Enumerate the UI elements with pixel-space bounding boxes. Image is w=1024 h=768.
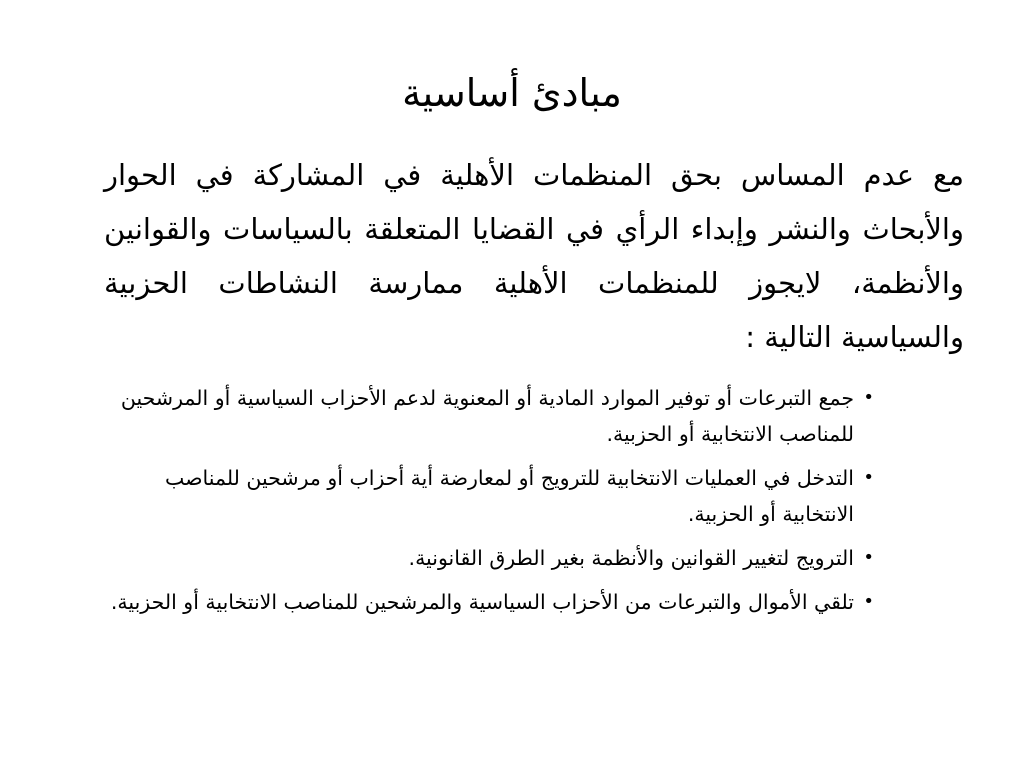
bullet-marker: • bbox=[863, 591, 874, 612]
intro-paragraph: مع عدم المساس بحق المنظمات الأهلية في المشاركة في الحوار والأبحاث والنشر وإبداء الرأي في القضايا المتعلقة بالسياسات والقوانين والأنظمة، لايجوز للمنظمات الأهلية ممارسة النشاطات الحزبية والسياسية التالية : bbox=[104, 158, 964, 354]
bullet-item bbox=[104, 540, 874, 576]
bullet-item bbox=[104, 380, 874, 452]
bullet-list bbox=[104, 380, 874, 628]
bullet-marker: • bbox=[863, 467, 874, 488]
bullet-item bbox=[104, 584, 874, 620]
bullet-item bbox=[104, 460, 874, 532]
bullet-marker: • bbox=[863, 547, 874, 568]
bullet-text: التدخل في العمليات الانتخابية للترويج أو لمعارضة أية أحزاب أو مرشحين للمناصب الانتخابية أو الحزبية. bbox=[165, 466, 854, 526]
bullet-text: تلقي الأموال والتبرعات من الأحزاب السياسية والمرشحين للمناصب الانتخابية أو الحزبية. bbox=[110, 590, 854, 614]
bullet-text: جمع التبرعات أو توفير الموارد المادية أو المعنوية لدعم الأحزاب السياسية أو المرشحين للمناصب الانتخابية أو الحزبية. bbox=[120, 386, 854, 446]
slide-title: مبادئ أساسية bbox=[402, 71, 622, 115]
bullet-marker: • bbox=[863, 387, 874, 408]
bullet-text: الترويج لتغيير القوانين والأنظمة بغير الطرق القانونية. bbox=[408, 546, 854, 570]
